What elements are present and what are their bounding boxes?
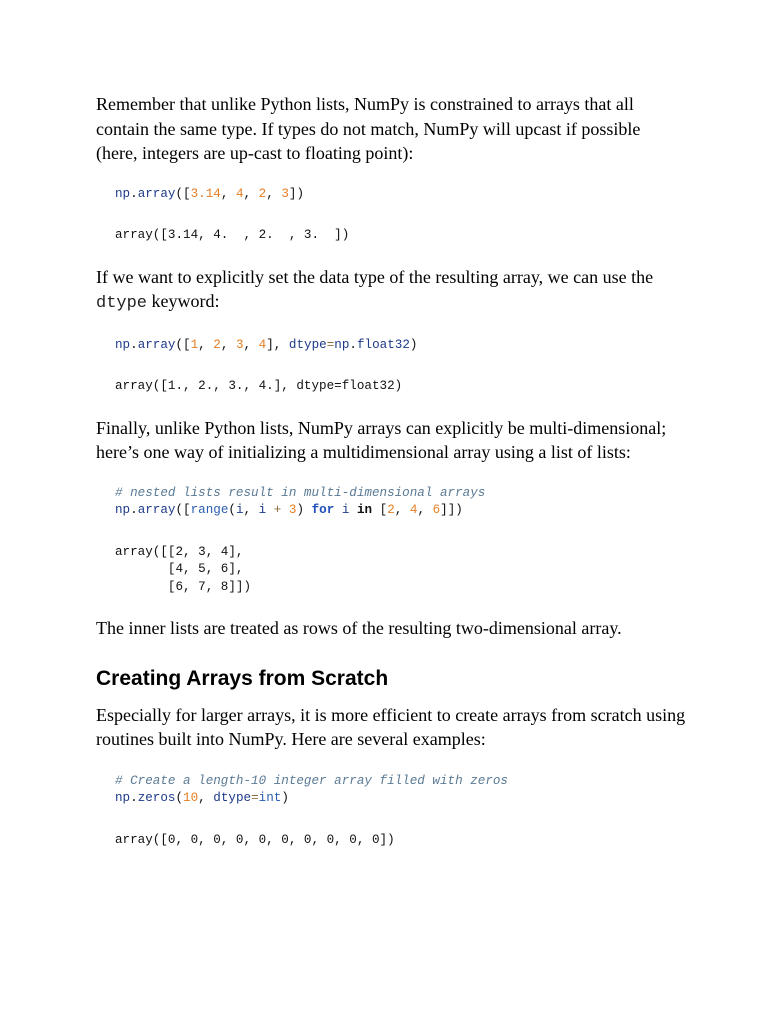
code-token: ]) xyxy=(288,186,305,201)
code-token: i xyxy=(341,503,350,517)
code-token: . xyxy=(130,337,138,352)
code-token: 4 xyxy=(258,337,267,352)
code-token: array xyxy=(137,337,176,352)
code-token: ) xyxy=(296,503,312,517)
code-cell-array-mixed xyxy=(96,186,686,204)
code-token: 2 xyxy=(258,186,267,201)
code-token: i xyxy=(235,503,244,517)
code-comment: # Create a length-10 integer array filled with zeros xyxy=(115,773,508,788)
code-comment: # nested lists result in multi-dimensional arrays xyxy=(115,485,486,500)
code-token: np xyxy=(115,503,131,517)
code-token: . xyxy=(130,503,138,517)
paragraph-text: If we want to explicitly set the data type of the resulting array, we can use the xyxy=(96,266,654,287)
code-token: ([ xyxy=(175,337,191,352)
code-token: , xyxy=(243,337,259,352)
code-token: np xyxy=(334,337,350,352)
code-cell-nested-lists xyxy=(96,485,686,520)
code-token: range xyxy=(190,503,229,517)
code-token: ( xyxy=(175,791,184,805)
code-token: 3 xyxy=(288,503,297,517)
output-cell-nested-lists: array([[2, 3, 4], [4, 5, 6], [6, 7, 8]]) xyxy=(115,544,252,594)
code-token: [ xyxy=(372,503,388,517)
code-token: = xyxy=(251,791,259,805)
code-cell-array-dtype xyxy=(96,337,686,355)
code-keyword: for xyxy=(311,503,335,517)
code-token: . xyxy=(349,337,357,352)
code-cell-zeros xyxy=(96,773,686,808)
code-token: . xyxy=(130,186,138,201)
code-token: i xyxy=(258,503,267,517)
code-token: . xyxy=(130,791,138,805)
code-token: float32 xyxy=(356,337,410,352)
code-token: ([ xyxy=(175,503,191,517)
code-token: ], xyxy=(266,337,289,352)
code-token: 3 xyxy=(281,186,289,201)
code-token: ([ xyxy=(175,186,191,201)
code-token: , xyxy=(243,186,259,201)
document-page xyxy=(96,92,686,849)
code-token: 10 xyxy=(183,791,199,805)
code-token: 3 xyxy=(235,337,244,352)
code-token: ]]) xyxy=(440,503,463,517)
output-cell-array-mixed: array([3.14, 4. , 2. , 3. ]) xyxy=(115,228,350,242)
code-token: , xyxy=(417,503,433,517)
paragraph-from-scratch: Especially for larger arrays, it is more efficient to create arrays from scratch using routines built into NumPy. Here are several examples: xyxy=(96,704,686,749)
code-token: , xyxy=(220,337,236,352)
code-token: + xyxy=(266,503,289,517)
code-token: dtype xyxy=(213,791,252,805)
code-token: dtype xyxy=(288,337,327,352)
inline-code-dtype: dtype xyxy=(96,294,148,313)
output-cell-zeros: array([0, 0, 0, 0, 0, 0, 0, 0, 0, 0]) xyxy=(115,832,395,847)
code-token: , xyxy=(394,503,410,517)
code-token: ) xyxy=(409,337,418,352)
code-token: 4 xyxy=(409,503,418,517)
code-token: ) xyxy=(281,791,289,805)
code-token: , xyxy=(220,186,236,201)
code-token: array xyxy=(137,503,176,517)
paragraph-upcast: Remember that unlike Python lists, NumPy is constrained to arrays that all contain the same type. If types do not match, NumPy will upcast if possible (here, integers are up-cast to floating point): xyxy=(96,94,641,163)
code-token: 4 xyxy=(235,186,244,201)
paragraph-multidim: Finally, unlike Python lists, NumPy arrays can explicitly be multi-dimensional; here’s one way of initializing a multidimensional array using a list of lists: xyxy=(96,417,667,462)
code-token: np xyxy=(115,791,131,805)
paragraph-text: keyword: xyxy=(147,291,220,311)
code-token: 6 xyxy=(432,503,441,517)
code-token: np xyxy=(115,186,131,201)
code-token: , xyxy=(198,337,214,352)
code-token: 1 xyxy=(190,337,199,352)
code-token: , xyxy=(198,791,214,805)
code-keyword: in xyxy=(356,503,373,517)
code-token: 2 xyxy=(387,503,395,517)
code-token: ( xyxy=(228,503,236,517)
paragraph-inner-lists: The inner lists are treated as rows of the resulting two-dimensional array. xyxy=(96,618,622,638)
code-token: np xyxy=(115,337,131,352)
code-token xyxy=(349,503,357,517)
code-token: array xyxy=(137,186,176,201)
code-token: , xyxy=(266,186,282,201)
section-heading: Creating Arrays from Scratch xyxy=(96,666,389,690)
code-token: 2 xyxy=(213,337,221,352)
code-token: , xyxy=(243,503,259,517)
paragraph-dtype xyxy=(96,265,686,317)
code-token: = xyxy=(326,337,335,352)
code-token: int xyxy=(258,791,282,805)
code-token xyxy=(334,503,342,517)
output-cell-array-dtype: array([1., 2., 3., 4.], dtype=float32) xyxy=(115,379,403,393)
code-token: zeros xyxy=(137,791,176,805)
code-token: 3.14 xyxy=(190,186,221,201)
